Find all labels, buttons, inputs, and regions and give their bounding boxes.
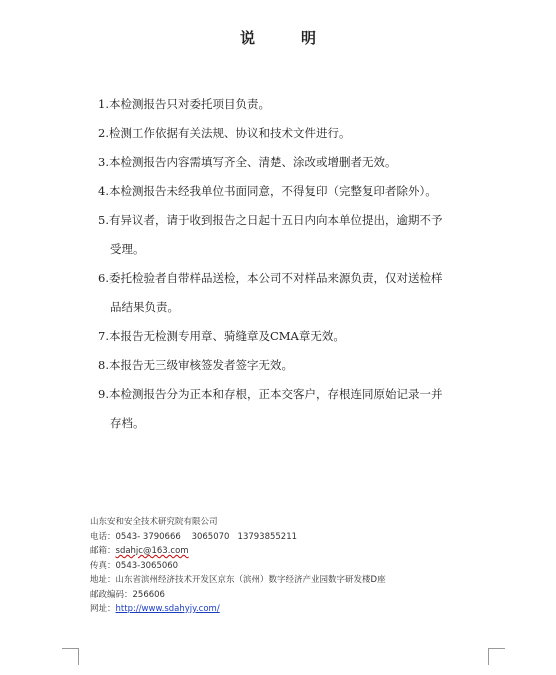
list-item: 7.本报告无检测专用章、骑缝章及CMA章无效。: [98, 329, 345, 343]
fax-row: 传真：0543-3065060: [90, 560, 179, 571]
list-item: 6.委托检验者自带样品送检，本公司不对样品来源负责，仅对送检样 品结果负责。: [98, 264, 508, 322]
item-text: 本检测报告未经我单位书面同意，不得复印（完整复印者除外）。: [108, 184, 437, 198]
item-text: 委托检验者自带样品送检，本公司不对样品来源负责，仅对送检样: [108, 271, 443, 285]
address-value: 山东省滨州经济技术开发区京东（滨州）数字经济产业园数字研发楼D座: [115, 575, 386, 585]
notice-list: [98, 90, 508, 438]
list-item: 4.本检测报告未经我单位书面同意，不得复印（完整复印者除外）。: [98, 184, 437, 198]
list-item: 5.有异议者，请于收到报告之日起十五日内向本单位提出，逾期不予 受理。: [98, 206, 508, 264]
page-title: [0, 27, 556, 48]
phone-value: 0543- 3790666 3065070 13793855211: [115, 531, 298, 542]
list-item: 3.本检测报告内容需填写齐全、清楚、涂改或增删者无效。: [98, 155, 397, 169]
page-corner-mark-left: [62, 648, 79, 665]
postcode-value: 256606: [132, 589, 165, 600]
item-text: 检测工作依据有关法规、协议和技术文件进行。: [108, 126, 351, 140]
list-item: 9.本检测报告分为正本和存根，正本交客户，存根连同原始记录一并 存档。: [98, 380, 508, 438]
item-text: 有异议者，请于收到报告之日起十五日内向本单位提出，逾期不予: [108, 213, 443, 227]
phone-row: 电话：0543- 3790666 3065070 13793855211: [90, 531, 298, 542]
item-text: 本报告无检测专用章、骑缝章及CMA章无效。: [108, 329, 345, 343]
fax-value: 0543-3065060: [115, 560, 179, 571]
website-row: 网址：http://www.sdahyjy.com/: [90, 604, 220, 614]
item-continuation: 品结果负责。: [110, 300, 179, 314]
email-row: 邮箱：sdahjc@163.com: [90, 546, 189, 556]
contact-footer: [90, 515, 386, 617]
postcode-row: 邮政编码：256606: [90, 589, 165, 600]
address-row: 地址：山东省滨州经济技术开发区京东（滨州）数字经济产业园数字研发楼D座: [90, 575, 386, 585]
company-name: 山东安和安全技术研究院有限公司: [90, 517, 218, 527]
item-text: 本检测报告分为正本和存根，正本交客户，存根连同原始记录一并: [108, 387, 443, 401]
item-continuation: 存档。: [110, 416, 145, 430]
email-value: sdahjc@163.com: [115, 546, 189, 556]
page-corner-mark-right: [488, 648, 505, 665]
item-continuation: 受理。: [110, 242, 145, 256]
item-text: 本检测报告只对委托项目负责。: [108, 97, 270, 111]
title-left-char: 说: [239, 29, 255, 47]
list-item: 8.本报告无三级审核签发者签字无效。: [98, 358, 293, 372]
website-link[interactable]: http://www.sdahyjy.com/: [115, 604, 220, 614]
item-text: 本报告无三级审核签发者签字无效。: [108, 358, 293, 372]
list-item: 2.检测工作依据有关法规、协议和技术文件进行。: [98, 126, 351, 140]
title-right-char: 明: [301, 29, 317, 47]
item-text: 本检测报告内容需填写齐全、清楚、涂改或增删者无效。: [108, 155, 397, 169]
list-item: 1.本检测报告只对委托项目负责。: [98, 97, 270, 111]
